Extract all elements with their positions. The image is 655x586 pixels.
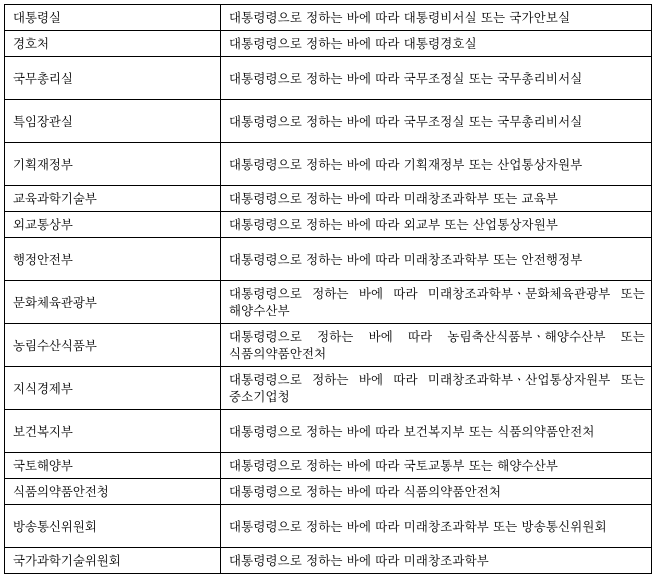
agency-name-cell: 대통령실 <box>5 5 221 31</box>
rule-cell: 대통령령으로 정하는 바에 따라 미래창조과학부 또는 방송통신위원회 <box>221 505 652 548</box>
agency-name-cell: 문화체육관광부 <box>5 281 221 324</box>
table-row <box>5 5 652 31</box>
rule-cell: 대통령령으로 정하는 바에 따라 미래창조과학부 또는 교육부 <box>221 186 652 212</box>
table-row <box>5 548 652 574</box>
agency-name-cell: 국무총리실 <box>5 57 221 100</box>
rule-cell: 대통령령으로 정하는 바에 따라 대통령경호실 <box>221 31 652 57</box>
rule-cell: 대통령령으로 정하는 바에 따라 식품의약품안전처 <box>221 479 652 505</box>
table-row <box>5 281 652 324</box>
rule-cell: 대통령령으로 정하는 바에 따라 국토교통부 또는 해양수산부 <box>221 453 652 479</box>
agency-name-cell: 보건복지부 <box>5 410 221 453</box>
agency-name-cell: 경호처 <box>5 31 221 57</box>
agency-name-cell: 국토해양부 <box>5 453 221 479</box>
agency-name-cell: 행정안전부 <box>5 238 221 281</box>
agency-name-cell: 방송통신위원회 <box>5 505 221 548</box>
rule-cell: 대통령령으로 정하는 바에 따라 국무조정실 또는 국무총리비서실 <box>221 57 652 100</box>
rule-cell: 대통령령으로 정하는 바에 따라 대통령비서실 또는 국가안보실 <box>221 5 652 31</box>
rule-cell: 대통령령으로 정하는 바에 따라 기획재정부 또는 산업통상자원부 <box>221 143 652 186</box>
rule-cell: 대통령령으로 정하는 바에 따라 농림축산식품부ㆍ해양수산부 또는 식품의약품안전처 <box>221 324 652 367</box>
table-row <box>5 410 652 453</box>
agency-mapping-table <box>4 4 652 574</box>
table-row <box>5 453 652 479</box>
table-row <box>5 479 652 505</box>
table-row <box>5 143 652 186</box>
table-row <box>5 324 652 367</box>
table-row <box>5 57 652 100</box>
table-row <box>5 212 652 238</box>
rule-cell: 대통령령으로 정하는 바에 따라 외교부 또는 산업통상자원부 <box>221 212 652 238</box>
rule-cell: 대통령령으로 정하는 바에 따라 미래창조과학부 <box>221 548 652 574</box>
rule-cell: 대통령령으로 정하는 바에 따라 미래창조과학부ㆍ산업통상자원부 또는 중소기업청 <box>221 367 652 410</box>
agency-name-cell: 농림수산식품부 <box>5 324 221 367</box>
table-row <box>5 186 652 212</box>
agency-name-cell: 외교통상부 <box>5 212 221 238</box>
agency-name-cell: 특임장관실 <box>5 100 221 143</box>
table-body <box>5 5 652 574</box>
agency-name-cell: 국가과학기술위원회 <box>5 548 221 574</box>
agency-name-cell: 교육과학기술부 <box>5 186 221 212</box>
table-row <box>5 367 652 410</box>
rule-cell: 대통령령으로 정하는 바에 따라 국무조정실 또는 국무총리비서실 <box>221 100 652 143</box>
agency-name-cell: 지식경제부 <box>5 367 221 410</box>
table-row <box>5 238 652 281</box>
table-row <box>5 100 652 143</box>
agency-name-cell: 식품의약품안전청 <box>5 479 221 505</box>
rule-cell: 대통령령으로 정하는 바에 따라 미래창조과학부ㆍ문화체육관광부 또는 해양수산부 <box>221 281 652 324</box>
rule-cell: 대통령령으로 정하는 바에 따라 미래창조과학부 또는 안전행정부 <box>221 238 652 281</box>
agency-name-cell: 기획재정부 <box>5 143 221 186</box>
table-row <box>5 31 652 57</box>
table-row <box>5 505 652 548</box>
rule-cell: 대통령령으로 정하는 바에 따라 보건복지부 또는 식품의약품안전처 <box>221 410 652 453</box>
